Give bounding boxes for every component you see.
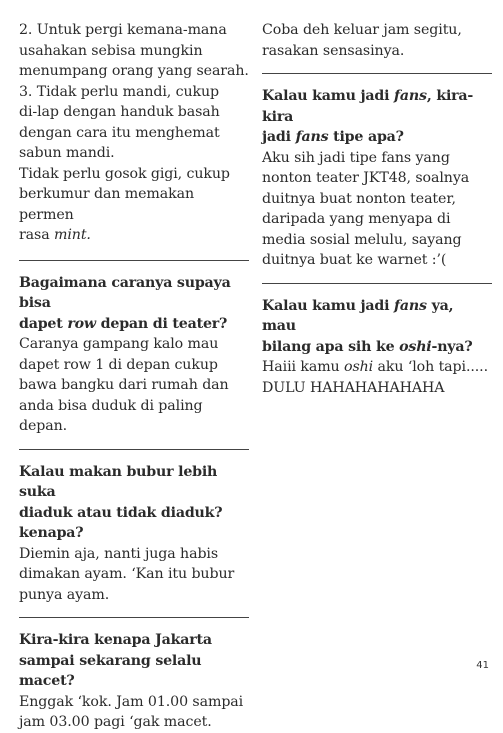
answer-line: anda bisa duduk di paling bbox=[19, 397, 203, 414]
question-line bbox=[262, 86, 492, 127]
text-fragment: tipe apa? bbox=[328, 129, 404, 145]
text-fragment: bilang apa sih ke bbox=[262, 338, 400, 355]
answer-line: jam 03.00 pagi ‘gak macet. bbox=[19, 714, 212, 730]
text-line: sabun mandi. bbox=[19, 145, 115, 161]
text-fragment: Haiii kamu bbox=[262, 359, 345, 375]
answer-line bbox=[262, 357, 492, 378]
italic-term: mint. bbox=[54, 227, 91, 243]
text-fragment: rasa bbox=[19, 227, 54, 243]
answer-line: Enggak ‘kok. Jam 01.00 sampai bbox=[19, 693, 244, 710]
italic-term: oshi bbox=[344, 359, 374, 375]
text-line: 3. Tidak perlu mandi, cukup bbox=[19, 83, 220, 100]
text-line: Tidak perlu gosok gigi, cukup bbox=[19, 165, 230, 182]
answer-line: Caranya gampang kalo mau bbox=[19, 336, 219, 352]
qa-block-tipe-fans bbox=[262, 74, 492, 271]
question-line: Bagaimana caranya supaya bisa bbox=[19, 274, 231, 311]
answer-line: daripada yang menyapa di bbox=[262, 211, 451, 227]
text-fragment: Kalau kamu jadi bbox=[262, 297, 395, 314]
question bbox=[262, 296, 492, 358]
intro-text bbox=[262, 0, 492, 61]
question-line: Kalau makan bubur lebih suka bbox=[19, 463, 218, 500]
answer-line: bawa bangku dari rumah dan bbox=[19, 377, 229, 393]
question bbox=[19, 462, 249, 544]
answer-line: DULU HAHAHAHAHAHA bbox=[262, 379, 445, 396]
text-line: Coba deh keluar jam segitu, bbox=[262, 22, 462, 38]
text-line: berkumur dan memakan permen bbox=[19, 186, 195, 223]
question bbox=[19, 630, 249, 692]
question-line bbox=[19, 314, 249, 335]
right-column bbox=[262, 0, 492, 398]
left-column bbox=[19, 0, 249, 733]
question bbox=[262, 86, 492, 148]
text-line bbox=[19, 225, 249, 246]
text-line: dengan cara itu menghemat bbox=[19, 124, 220, 141]
answer bbox=[19, 692, 249, 733]
answer-line: Aku sih jadi tipe fans yang bbox=[262, 149, 450, 166]
text-fragment: aku ‘loh tapi..... bbox=[373, 359, 489, 375]
answer-line: depan. bbox=[19, 418, 68, 434]
question bbox=[19, 273, 249, 335]
answer bbox=[262, 357, 492, 398]
italic-term: fans bbox=[394, 88, 427, 104]
qa-block-jakarta bbox=[19, 618, 249, 733]
qa-block-bubur bbox=[19, 450, 249, 606]
italic-term: oshi bbox=[399, 338, 432, 355]
page-number: 41 bbox=[476, 660, 489, 671]
answer bbox=[262, 148, 492, 271]
question-line bbox=[262, 296, 492, 337]
text-fragment: dapet bbox=[19, 315, 68, 332]
text-line: rasakan sensasinya. bbox=[262, 42, 405, 59]
intro-text bbox=[19, 0, 249, 246]
answer-line: Diemin aja, nanti juga habis bbox=[19, 545, 219, 562]
text-line: di-lap dengan handuk basah bbox=[19, 104, 220, 120]
answer-line: punya ayam. bbox=[19, 586, 110, 603]
text-line: 2. Untuk pergi kemana-mana bbox=[19, 22, 227, 38]
answer-line: media sosial melulu, sayang bbox=[262, 231, 462, 248]
italic-term: fans bbox=[295, 129, 329, 145]
question-line: Kira-kira kenapa Jakarta bbox=[19, 632, 212, 648]
answer-line: dimakan ayam. ‘Kan itu bubur bbox=[19, 566, 235, 582]
text-fragment: ya, mau bbox=[262, 297, 454, 334]
question-line: diaduk atau tidak diaduk? bbox=[19, 504, 223, 521]
text-fragment: jadi bbox=[262, 129, 296, 145]
text-fragment: -nya? bbox=[431, 338, 473, 355]
qa-block-row-depan bbox=[19, 261, 249, 437]
answer-line: duitnya buat ke warnet :’( bbox=[262, 252, 447, 268]
answer-line: duitnya buat nonton teater, bbox=[262, 190, 456, 207]
answer-line: nonton teater JKT48, soalnya bbox=[262, 170, 470, 186]
answer bbox=[19, 544, 249, 606]
answer bbox=[19, 334, 249, 437]
qa-block-oshi bbox=[262, 284, 492, 399]
italic-term: row bbox=[67, 315, 96, 332]
answer-line: dapet row 1 di depan cukup bbox=[19, 356, 218, 373]
text-fragment: depan di teater? bbox=[95, 315, 228, 332]
question-line: sampai sekarang selalu macet? bbox=[19, 652, 202, 689]
text-fragment: Kalau kamu jadi bbox=[262, 88, 395, 104]
italic-term: fans bbox=[394, 297, 427, 314]
question-line: kenapa? bbox=[19, 525, 84, 541]
text-line: menumpang orang yang searah. bbox=[19, 63, 249, 79]
text-line: usahakan sebisa mungkin bbox=[19, 42, 203, 59]
text-fragment: , kira-kira bbox=[262, 88, 474, 125]
question-line bbox=[262, 337, 492, 358]
question-line bbox=[262, 127, 492, 148]
